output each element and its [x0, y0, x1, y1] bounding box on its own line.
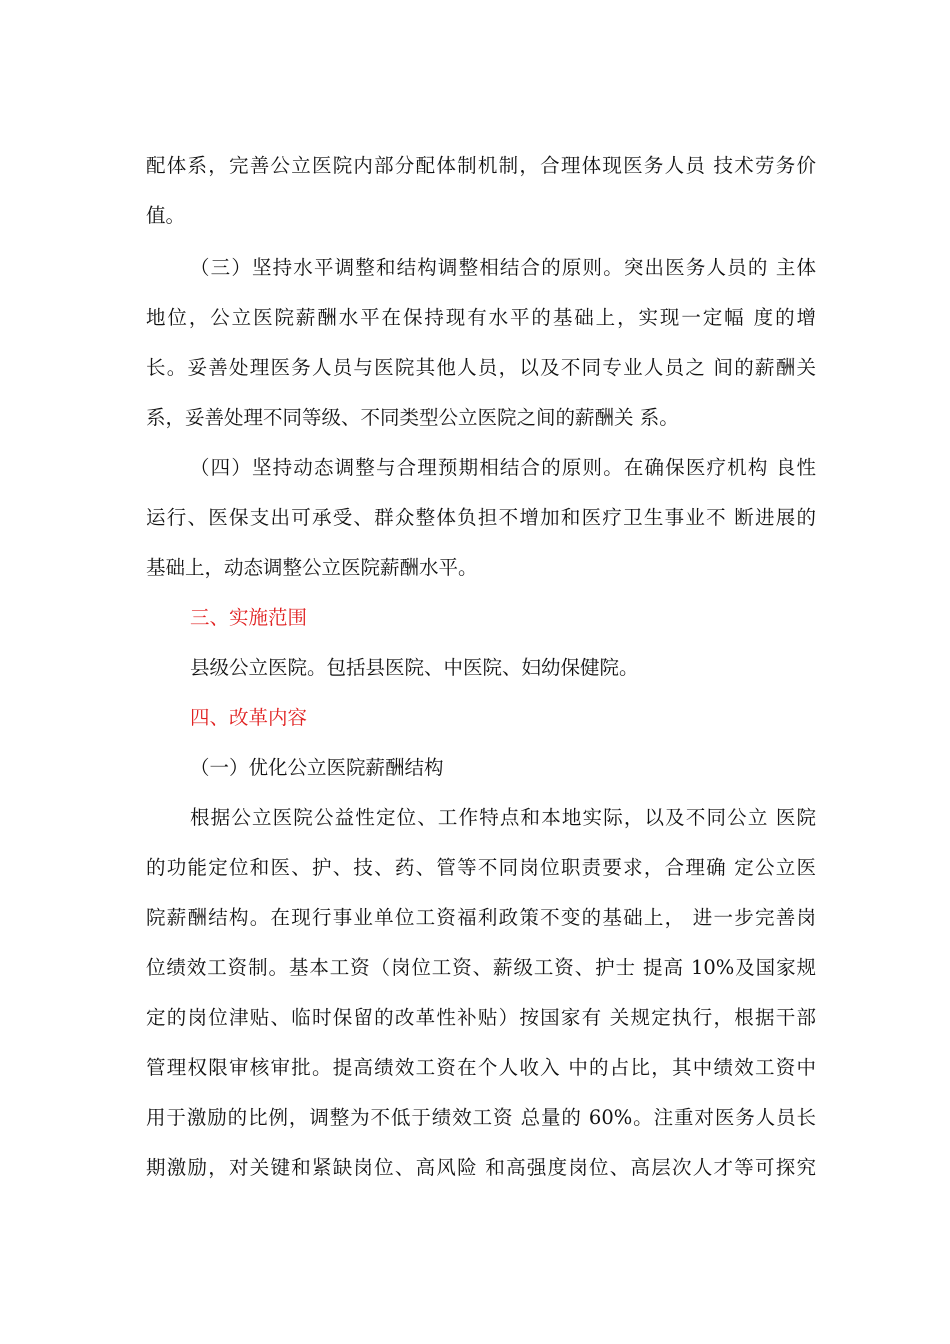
- paragraph-line: 配体系，完善公立医院内部分配体制机制，合理体现医务人员 技术劳务价: [146, 154, 816, 177]
- section-heading: 四、改革内容: [190, 706, 308, 729]
- paragraph-line: 长。妥善处理医务人员与医院其他人员，以及不同专业人员之 间的薪酬关: [146, 356, 816, 379]
- paragraph-line: 用于激励的比例，调整为不低于绩效工资 总量的 60%。注重对医务人员长: [146, 1106, 816, 1129]
- paragraph-line: 运行、医保支出可承受、群众整体负担不增加和医疗卫生事业不 断进展的: [146, 506, 816, 529]
- paragraph-line: 根据公立医院公益性定位、工作特点和本地实际，以及不同公立 医院: [190, 806, 816, 829]
- paragraph-line: 值。: [146, 204, 186, 227]
- paragraph-line: 基础上，动态调整公立医院薪酬水平。: [146, 556, 478, 579]
- paragraph-line: （四）坚持动态调整与合理预期相结合的原则。在确保医疗机构 良性: [190, 456, 816, 479]
- paragraph-line: 期激励，对关键和紧缺岗位、高风险 和高强度岗位、高层次人才等可探究: [146, 1156, 816, 1179]
- paragraph-line: 县级公立医院。包括县医院、中医院、妇幼保健院。: [190, 656, 639, 679]
- paragraph-line: 院薪酬结构。在现行事业单位工资福利政策不变的基础上， 进一步完善岗: [146, 906, 816, 929]
- paragraph-line: 地位，公立医院薪酬水平在保持现有水平的基础上，实现一定幅 度的增: [146, 306, 816, 329]
- section-heading: 三、实施范围: [190, 606, 308, 629]
- paragraph-line: 定的岗位津贴、临时保留的改革性补贴）按国家有 关规定执行，根据干部: [146, 1006, 816, 1029]
- paragraph-line: 位绩效工资制。基本工资（岗位工资、薪级工资、护士 提高 10%及国家规: [146, 956, 816, 979]
- subsection-heading: （一）优化公立医院薪酬结构: [190, 756, 444, 779]
- paragraph-line: 的功能定位和医、护、技、药、管等不同岗位职责要求，合理确 定公立医: [146, 856, 816, 879]
- paragraph-line: 管理权限审核审批。提高绩效工资在个人收入 中的占比，其中绩效工资中: [146, 1056, 816, 1079]
- paragraph-line: （三）坚持水平调整和结构调整相结合的原则。突出医务人员的 主体: [190, 256, 816, 279]
- paragraph-line: 系，妥善处理不同等级、不同类型公立医院之间的薪酬关 系。: [146, 406, 679, 429]
